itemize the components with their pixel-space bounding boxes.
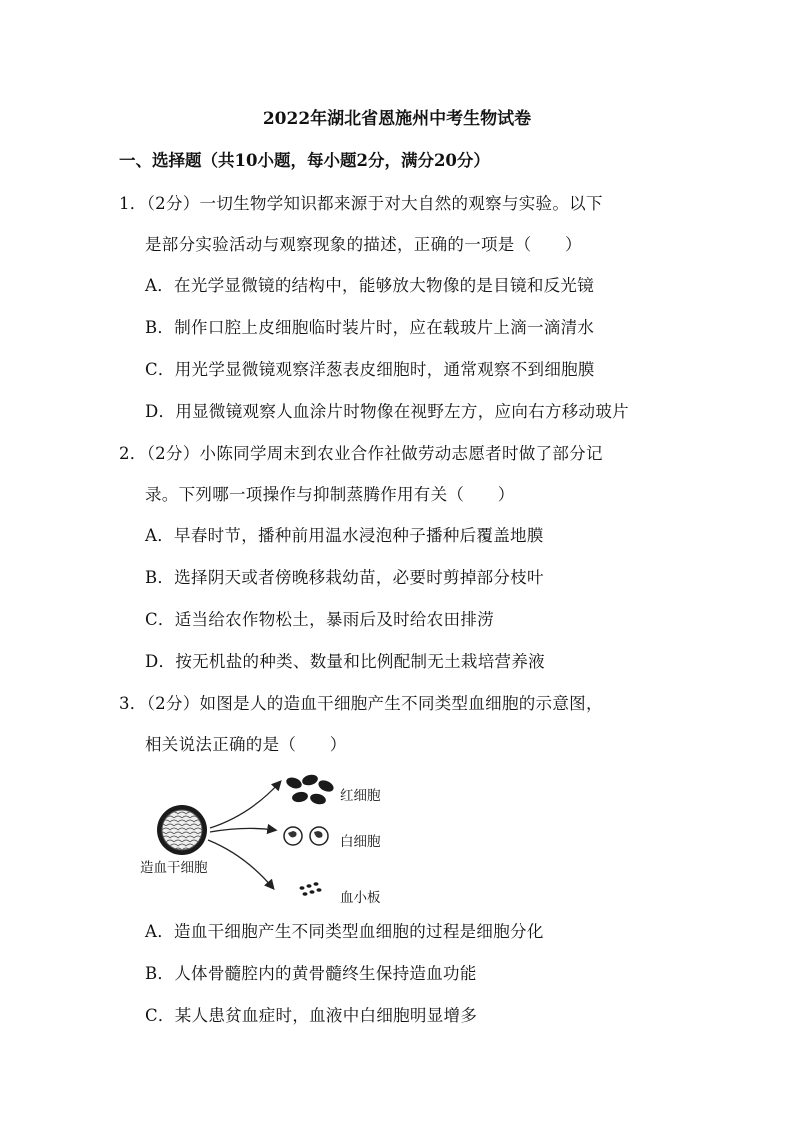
question-2-option-b: B．选择阴天或者傍晚移栽幼苗，必要时剪掉部分枝叶 (145, 568, 544, 587)
stem-cell-label: 造血干细胞 (140, 860, 208, 876)
arrow-to-white-cells (210, 828, 275, 832)
question-1-option-c: C．用光学显微镜观察洋葱表皮细胞时，通常观察不到细胞膜 (145, 360, 595, 379)
question-3-option-c: C．某人患贫血症时，血液中白细胞明显增多 (145, 1006, 478, 1025)
white-blood-cell-icon (284, 827, 328, 845)
question-3-stem-line2: 相关说法正确的是（ ） (145, 735, 347, 754)
white-cell-label: 白细胞 (340, 834, 381, 850)
red-blood-cell-icon (285, 773, 336, 806)
platelet-icon (300, 882, 322, 896)
red-cell-label: 红细胞 (340, 788, 381, 804)
question-2-option-c: C．适当给农作物松土，暴雨后及时给农田排涝 (145, 610, 494, 629)
question-1-option-b: B．制作口腔上皮细胞临时装片时，应在载玻片上滴一滴清水 (145, 318, 595, 337)
question-2-option-a: A．早春时节，播种前用温水浸泡种子播种后覆盖地膜 (145, 526, 544, 545)
arrow-to-platelets (208, 840, 273, 888)
question-1-stem-line1: 1．（2分）一切生物学知识都来源于对大自然的观察与实验。以下 (119, 194, 603, 213)
arrow-to-red-cells (210, 782, 280, 828)
question-2-option-d: D．按无机盐的种类、数量和比例配制无土栽培营养液 (145, 652, 545, 671)
platelet-label: 血小板 (340, 890, 381, 906)
question-3-stem-line1: 3．（2分）如图是人的造血干细胞产生不同类型血细胞的示意图， (119, 694, 603, 713)
section-heading: 一、选择题（共10小题，每小题2分，满分20分） (119, 151, 490, 170)
question-2-stem-line1: 2．（2分）小陈同学周末到农业合作社做劳动志愿者时做了部分记 (119, 444, 603, 463)
stem-cell-icon (157, 805, 207, 855)
question-3-option-b: B．人体骨髓腔内的黄骨髓终生保持造血功能 (145, 964, 477, 983)
question-1-option-a: A．在光学显微镜的结构中，能够放大物像的是目镜和反光镜 (145, 276, 595, 295)
question-1-option-d: D．用显微镜观察人血涂片时物像在视野左方，应向右方移动玻片 (145, 402, 629, 421)
question-1-stem-line2: 是部分实验活动与观察现象的描述，正确的一项是（ ） (145, 235, 582, 254)
page-title: 2022年湖北省恩施州中考生物试卷 (262, 109, 532, 129)
question-3-option-a: A．造血干细胞产生不同类型血细胞的过程是细胞分化 (145, 922, 544, 941)
question-2-stem-line2: 录。下列哪一项操作与抑制蒸腾作用有关（ ） (145, 485, 515, 504)
